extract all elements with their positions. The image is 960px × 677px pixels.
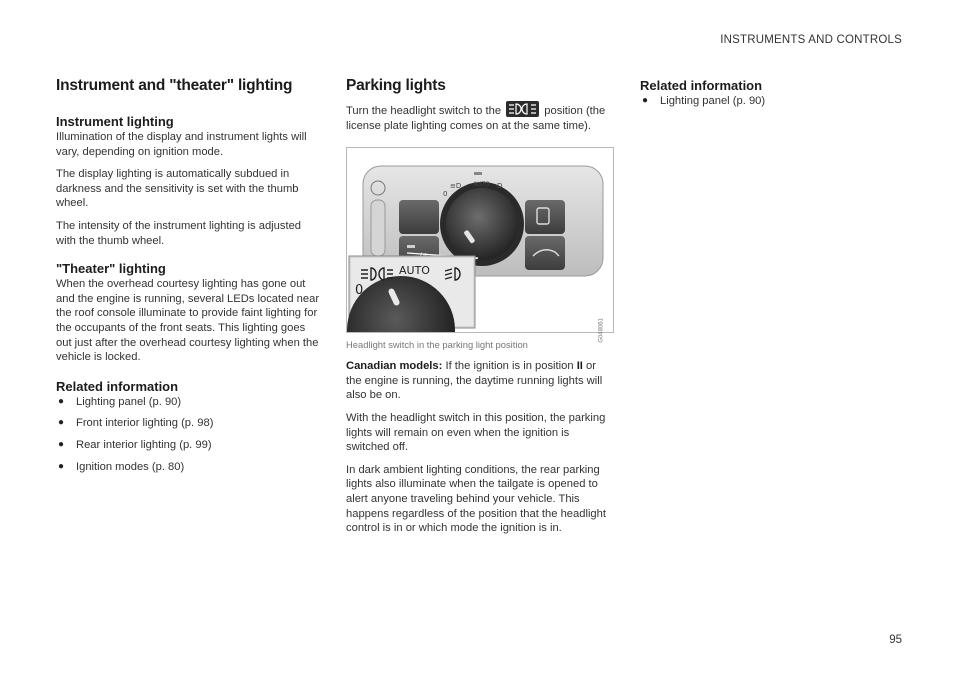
parking-paragraph-3: In dark ambient lighting conditions, the rear parking lights also illuminate when the tailgate is opened to alert anyone traveling behind your vehicle. This happens regardless of the position that the headlight control is in or which mode the ignition is in. (346, 463, 606, 535)
section-title-parking-lights: Parking lights (346, 77, 446, 94)
related-links-list (640, 94, 906, 109)
figure-code: G048061 (599, 318, 605, 343)
zoom-label-zero: 0 (355, 283, 364, 299)
instrument-paragraph-3: The intensity of the instrument lighting is adjusted with the thumb wheel. (56, 219, 302, 247)
related-link[interactable]: ● Rear interior lighting (p. 99) (58, 438, 212, 451)
heading-instrument-lighting: Instrument lighting (56, 114, 174, 129)
parking-intro: Turn the headlight switch to the position (the license plate lighting comes on at the same time). (346, 101, 612, 133)
column-related-information (640, 76, 906, 116)
svg-text:D: D (497, 182, 503, 191)
page-number: 95 (889, 634, 902, 646)
bullet-icon: ● (58, 395, 65, 407)
heading-theater-lighting: "Theater" lighting (56, 261, 166, 277)
bullet-icon: ● (58, 417, 65, 429)
switch-label-auto: AUTO (473, 181, 490, 189)
section-title-instrument-theater: Instrument and "theater" lighting (56, 77, 293, 94)
canadian-models-paragraph: Canadian models: If the ignition is in position II or the engine is running, the daytime running lights will also be on. (346, 360, 603, 402)
figure-caption: Headlight switch in the parking light position (346, 339, 528, 351)
running-header: INSTRUMENTS AND CONTROLS (720, 34, 902, 46)
related-link[interactable]: ● Ignition modes (p. 80) (58, 460, 185, 473)
related-link[interactable]: ● Lighting panel (p. 90) (58, 395, 182, 408)
zoom-label-auto: AUTO (399, 264, 430, 278)
parking-light-symbol-icon (506, 101, 539, 117)
column-parking-lights (346, 76, 612, 536)
headlight-switch-figure (346, 147, 614, 343)
related-link[interactable]: ● Lighting panel (p. 90) (642, 95, 766, 107)
parking-paragraph-2: With the headlight switch in this position, the parking lights will remain on even when the ignition is switched off. (346, 411, 606, 454)
column-instrument-lighting (56, 76, 322, 481)
related-information-heading: Related information (640, 78, 763, 93)
related-link[interactable]: ● Front interior lighting (p. 98) (58, 417, 214, 430)
bullet-icon: ● (58, 438, 65, 450)
svg-text:≡D: ≡D (450, 182, 462, 191)
bullet-icon: ● (642, 95, 649, 106)
bullet-icon: ● (58, 460, 65, 472)
headlight-switch-illustration (347, 148, 613, 332)
instrument-paragraph-2: The display lighting is automatically subdued in darkness and the sensitivity is set with the thumb wheel. (56, 168, 299, 210)
related-links-list (56, 395, 322, 474)
instrument-paragraph-1: Illumination of the display and instrument lights will vary, depending on ignition mode. (56, 131, 307, 158)
switch-label-zero: 0 (443, 190, 448, 199)
theater-paragraph: When the overhead courtesy lighting has gone out and the engine is running, several LEDs located near the roof console illuminate to provide faint lighting for the occupants of the front seats. This lighting goes out just after the overhead courtesy lighting when the vehicle is locked. (56, 278, 320, 364)
related-information-heading: Related information (56, 378, 179, 394)
